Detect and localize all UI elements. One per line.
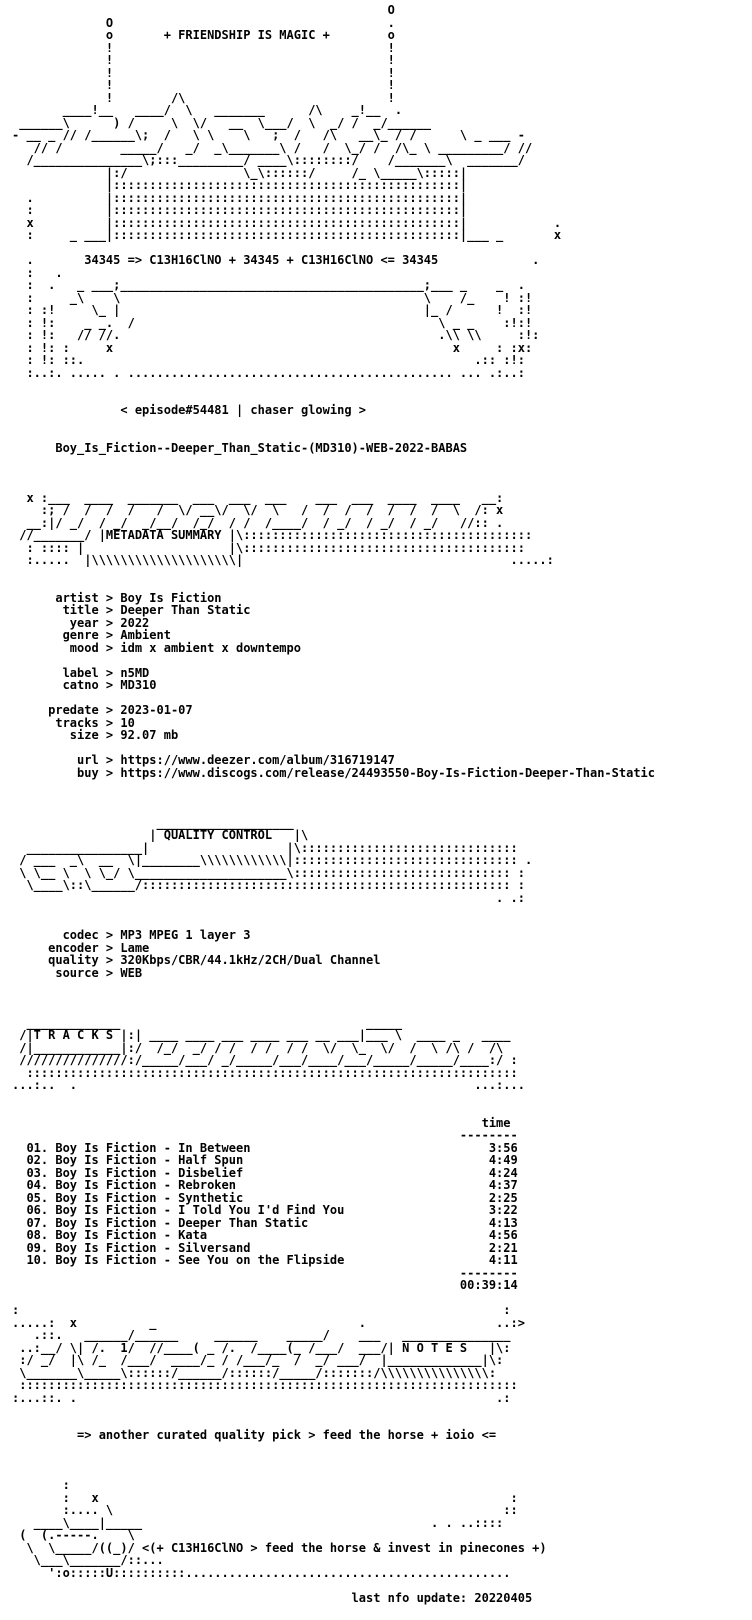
nfo-line: size > 92.07 mb [12,728,179,742]
nfo-line: - __ _ // /______\; / \ \ \ ; / /\ __\_ / / \ _ ___ - [12,128,525,142]
nfo-line: :; / / / / / \/ __\/ \/ \ / / / / / / / \ /: x [12,503,504,517]
nfo-line: :::::::::::::::::::::::::::::::::::::::::::::::::::::::::::::::::::: [12,1065,518,1080]
nfo-line: : !: : x x : :x: [12,340,533,355]
nfo-line: year > 2022 [12,615,150,630]
nfo-line [12,979,752,992]
nfo-line: ________________| |\:::::::::::::::::::::::::::::: [12,840,518,855]
nfo-line: : !: ::. .:: :!: [12,353,525,367]
nfo-line: /|T R A C K S |:| ____ ____ ___ ____ ___ __ ___|___ \ ____ _ ____ [12,1028,511,1042]
nfo-line: | QUALITY CONTROL |\ [12,828,309,842]
nfo-line: .::. ______/______ ______ _____/ ___ _______________ [12,1328,511,1342]
nfo-line: _____________ _____ [12,1015,403,1030]
nfo-line: < episode#54481 | chaser glowing > [12,403,367,417]
nfo-line [12,779,752,792]
nfo-line: \_______\_____\::::::/______/::::::/_____/:::::::/\\\\\\\\\\\\\\\: [12,1365,497,1380]
nfo-line: 03. Boy Is Fiction - Disbelief 4:24 [12,1165,518,1180]
nfo-line: : !: _ _. / \ _ _ :!:! [12,315,533,330]
nfo-line: . .: [12,890,525,905]
nfo-line: .....: x _ . ..:> [12,1315,525,1330]
nfo-line: last nfo update: 20220405 [12,1590,533,1605]
nfo-line: / ___ _\ __ \|________\\\\\\\\\\\\|::::::::::::::::::::::::::::::: . [12,853,533,867]
nfo-line [12,567,752,580]
nfo-line: 08. Boy Is Fiction - Kata 4:56 [12,1228,518,1242]
nfo-line: buy > https://www.discogs.com/release/24493550-Boy-Is-Fiction-Deeper-Than-Static [12,765,655,780]
nfo-line: \ \__ \ \ \_/ \_____________________\:::::::::::::::::::::::::::::: : [12,865,525,880]
nfo-line: url > https://www.deezer.com/album/316719147 [12,753,395,767]
nfo-line: : |::::::::::::::::::::::::::::::::::::::::::::::::| [12,203,468,217]
nfo-line: // / _____/ _/ _\_______\ / / \_/ / /\_ \ _________/ // [12,140,533,155]
nfo-line: ..:__/ \| /. 1/ //____( _ /. /____(_ /___/ ___/| N O T E S |\: [12,1340,511,1355]
nfo-line: \____\::\______/::::::::::::::::::::::::::::::::::::::::::::::::::: : [12,878,525,892]
nfo-line: : [12,1478,70,1492]
nfo-line: : . [12,265,63,280]
nfo-line: quality > 320Kbps/CBR/44.1kHz/2CH/Dual Channel [12,953,381,967]
nfo-line: x |::::::::::::::::::::::::::::::::::::::::::::::::| . [12,215,562,230]
nfo-line [12,417,752,430]
nfo-line: \ \_____/((_)/ <(+ C13H16ClNO > feed the horse & invest in pinecones +) [12,1540,547,1555]
nfo-line: 10. Boy Is Fiction - See You on the Flipside 4:11 [12,1253,518,1267]
nfo-line [12,654,752,667]
nfo-line: predate > 2023-01-07 [12,703,193,717]
nfo-line: ! ! [12,65,395,80]
nfo-line: 07. Boy Is Fiction - Deeper Than Static 4:13 [12,1215,518,1230]
nfo-line: //_______/ |METADATA SUMMARY |\:::::::::::::::::::::::::::::::::::::::: [12,528,533,542]
nfo-line: o + FRIENDSHIP IS MAGIC + o [12,28,395,42]
nfo-line: ...:.. . ...:... [12,1078,525,1092]
nfo-line: __:|/ _/ / _/ _/__/ /_/ / / /____/ / _/ / _/ / _/ //:: . [12,515,504,530]
nfo-line [12,1579,752,1592]
nfo-line: . |::::::::::::::::::::::::::::::::::::::::::::::::| [12,190,468,205]
nfo-line [12,1442,752,1455]
nfo-line: source > WEB [12,965,143,980]
nfo-line [12,579,752,592]
nfo-line [12,454,752,467]
nfo-line: codec > MP3 MPEG 1 layer 3 [12,928,251,942]
nfo-line: title > Deeper Than Static [12,603,251,617]
nfo-line: genre > Ambient [12,628,171,642]
nfo-line [12,379,752,392]
nfo-line: ':o:::::U::::::::::............................................. [12,1565,511,1580]
nfo-line: : x : [12,1490,518,1505]
nfo-line [12,479,752,492]
nfo-line: tracks > 10 [12,715,135,730]
nfo-line [12,1092,752,1105]
nfo-line: : :::: | |\::::::::::::::::::::::::::::::::::::::: [12,540,525,555]
nfo-line: 02. Boy Is Fiction - Half Spun 4:49 [12,1153,518,1167]
nfo-line [12,1467,752,1480]
nfo-line: 09. Boy Is Fiction - Silversand 2:21 [12,1240,518,1255]
nfo-line: -------- [12,1265,518,1280]
nfo-line: ! /\ ! [12,90,395,105]
nfo-line: :..:. ..... . ............................................. ... .:..: [12,365,525,380]
nfo-line: x :___ ____ _______ ___ ___ ___ ___ ___ ____ ____ __: [12,490,504,505]
nfo-line: 05. Boy Is Fiction - Synthetic 2:25 [12,1190,518,1205]
nfo-line: ___________________ [12,815,294,830]
nfo-line: : : [12,1303,511,1317]
nfo-line: 04. Boy Is Fiction - Rebroken 4:37 [12,1178,518,1192]
nfo-line: |::::::::::::::::::::::::::::::::::::::::::::::::| [12,178,468,192]
nfo-line: :...::. . .: [12,1390,511,1405]
nfo-line: |:/ \_\::::::/ /_ \_____\:::::| [12,165,468,180]
nfo-line: O . [12,15,395,30]
nfo-line [12,1004,752,1017]
nfo-line: :.... \ :: [12,1503,518,1517]
nfo-line: ______\ ) / \ \/ __ \___/ \ _/ / _/______ [12,115,432,130]
nfo-line [12,467,752,480]
nfo-line: catno > MD310 [12,678,157,692]
nfo-line: /|____________|:/ /_/ _/ / / / / / / \/ \_ \/ / \ /\ / /\ [12,1040,504,1055]
nfo-line [12,992,752,1005]
nfo-line: : . _ ___;__________________________________________;___ _ _ . [12,278,525,292]
nfo-line [12,804,752,817]
nfo-line: 06. Boy Is Fiction - I Told You I'd Find You 3:22 [12,1203,518,1217]
nfo-line: :..... |\\\\\\\\\\\\\\\\\\\\| .....: [12,553,554,567]
nfo-line: : _ ___|::::::::::::::::::::::::::::::::::::::::::::::::|___ _ x [12,228,562,242]
nfo-line: ! ! [12,78,395,92]
nfo-line: label > n5MD [12,665,150,680]
nfo-line: mood > idm x ambient x downtempo [12,640,301,655]
nfo-line: -------- [12,1128,518,1142]
nfo-line: artist > Boy Is Fiction [12,590,222,605]
nfo-line [12,792,752,805]
nfo-line: : !: // //. .\\ \\ :!: [12,328,540,342]
nfo-line: O [12,3,395,17]
nfo-line [12,1454,752,1467]
nfo-line: ____\____|_____ . . ..:::: [12,1515,504,1530]
nfo-line [12,1104,752,1117]
nfo-line [12,904,752,917]
nfo-line: 00:39:14 [12,1278,518,1292]
nfo-line: : _\ \ \ /_ ! :! [12,290,533,305]
nfo-line [12,429,752,442]
nfo-line: 01. Boy Is Fiction - In Between 3:56 [12,1140,518,1155]
nfo-line: Boy_Is_Fiction--Deeper_Than_Static-(MD310)-WEB-2022-BABAS [12,440,468,455]
nfo-line: :/ _/ |\ /_ /___/ ____/_ / /___/_ / _/ ___/ |_____________|\: [12,1353,504,1367]
nfo-line: time [12,1115,511,1130]
nfo-line: ____!__ ____/ \ _______ /\ _!__ . [12,103,403,117]
nfo-line: . 34345 => C13H16ClNO + 34345 + C13H16ClNO <= 34345 . [12,253,540,267]
nfo-line: ::::::::::::::::::::::::::::::::::::::::::::::::::::::::::::::::::::: [12,1378,518,1392]
nfo-line: ///////////////:/_____/___/ _/_____/___/____/___/_____/_____/____:/ : [12,1053,518,1067]
nfo-line: encoder > Lame [12,940,150,955]
nfo-line [12,1404,752,1417]
nfo-line: /_______________\;:::_________/ ____\::::::::/ /_______\ _______/ [12,153,525,167]
nfo-line: ! ! [12,53,395,67]
nfo-line: ( (.-----. \ [12,1528,135,1542]
nfo-line: : :! \_ | |_ / ! :! [12,303,533,317]
nfo-line: => another curated quality pick > feed the horse + ioio <= [12,1428,497,1442]
nfo-line: \___\_______/::... [12,1553,164,1567]
nfo-line: ! ! [12,40,395,55]
